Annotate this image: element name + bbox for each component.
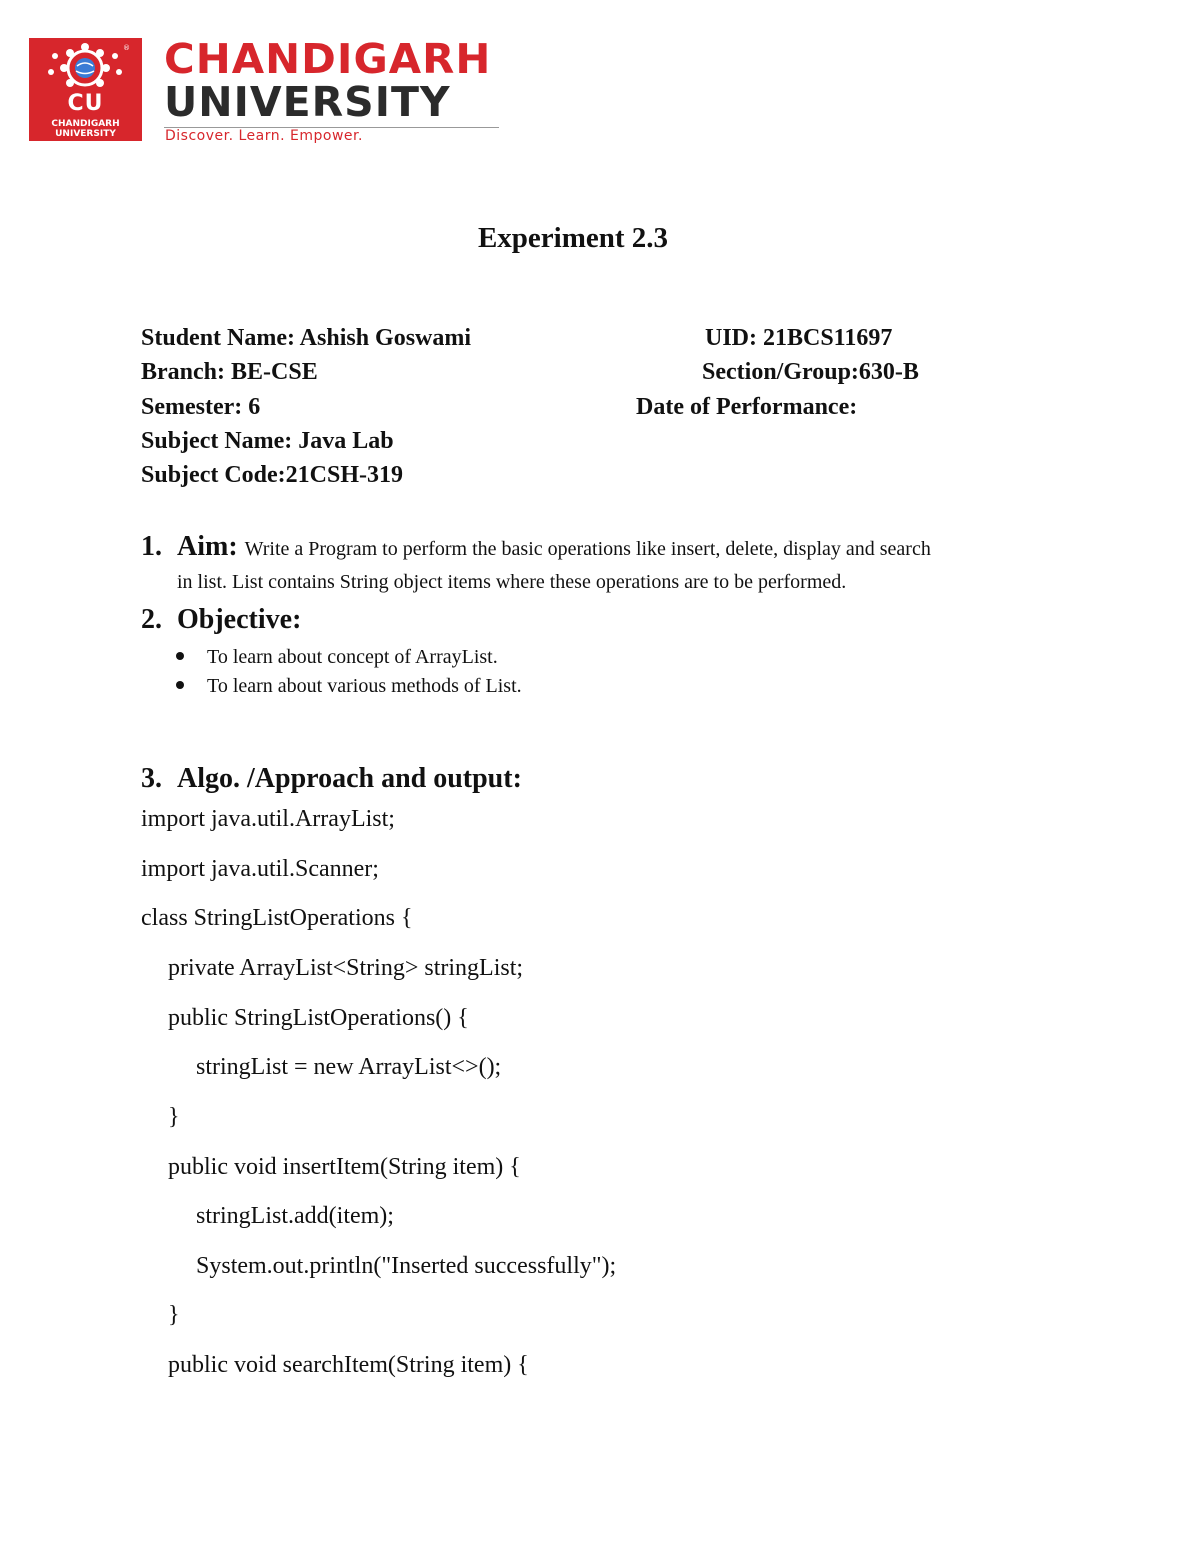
logo-badge [29, 38, 142, 141]
registered-mark-icon: ® [123, 44, 130, 52]
objective-heading [141, 604, 301, 636]
aim-text-line2: in list. List contains String object items where these operations are to be performed. [177, 571, 847, 593]
code-line: System.out.println("Inserted successfully"); [196, 1253, 617, 1279]
date-of-performance: Date of Performance: [636, 394, 858, 420]
logo-tagline: Discover. Learn. Empower. [165, 128, 363, 144]
subject-code: Subject Code:21CSH-319 [141, 462, 403, 488]
list-item [176, 646, 498, 669]
aim-section [141, 531, 931, 563]
logo-badge-text: CU [67, 91, 104, 116]
objective-bullet-text: To learn about concept of ArrayList. [207, 646, 498, 668]
code-line: import java.util.ArrayList; [141, 806, 395, 832]
aim-number: 1. [141, 531, 162, 562]
code-line: private ArrayList<String> stringList; [168, 955, 524, 981]
code-line: public StringListOperations() { [168, 1005, 469, 1031]
code-line: stringList.add(item); [196, 1203, 394, 1229]
logo-badge-caption-line2: UNIVERSITY [55, 129, 116, 139]
page-title: Experiment 2.3 [477, 222, 669, 254]
code-line: import java.util.Scanner; [141, 856, 379, 882]
objective-title: Objective: [177, 604, 302, 635]
algo-number: 3. [141, 763, 162, 794]
algo-heading [141, 763, 522, 795]
logo-name-line2: UNIVERSITY [164, 78, 451, 126]
code-line: stringList = new ArrayList<>(); [196, 1054, 502, 1080]
gear-globe-icon [43, 42, 128, 92]
section-group: Section/Group:630-B [702, 359, 919, 385]
aim-heading: Aim: [177, 531, 238, 562]
subject-name: Subject Name: Java Lab [141, 428, 394, 454]
algo-title: Algo. /Approach and output: [177, 763, 522, 794]
student-uid: UID: 21BCS11697 [705, 325, 893, 351]
logo-badge-caption [29, 119, 142, 139]
bullet-icon [176, 652, 184, 660]
code-line: } [168, 1104, 180, 1130]
objective-number: 2. [141, 604, 162, 635]
university-logo [29, 35, 549, 144]
bullet-icon [176, 681, 184, 689]
semester: Semester: 6 [141, 394, 261, 420]
student-name: Student Name: Ashish Goswami [141, 325, 472, 351]
branch: Branch: BE-CSE [141, 359, 318, 385]
code-line: public void searchItem(String item) { [168, 1352, 529, 1378]
code-line: class StringListOperations { [141, 905, 413, 931]
objective-bullet-text: To learn about various methods of List. [207, 675, 522, 697]
code-line: public void insertItem(String item) { [168, 1154, 521, 1180]
code-line: } [168, 1302, 180, 1328]
list-item [176, 675, 522, 698]
aim-text-line1: Write a Program to perform the basic operations like insert, delete, display and search [244, 538, 931, 560]
logo-badge-caption-line1: CHANDIGARH [51, 119, 120, 129]
logo-name-line1: CHANDIGARH [164, 35, 492, 83]
